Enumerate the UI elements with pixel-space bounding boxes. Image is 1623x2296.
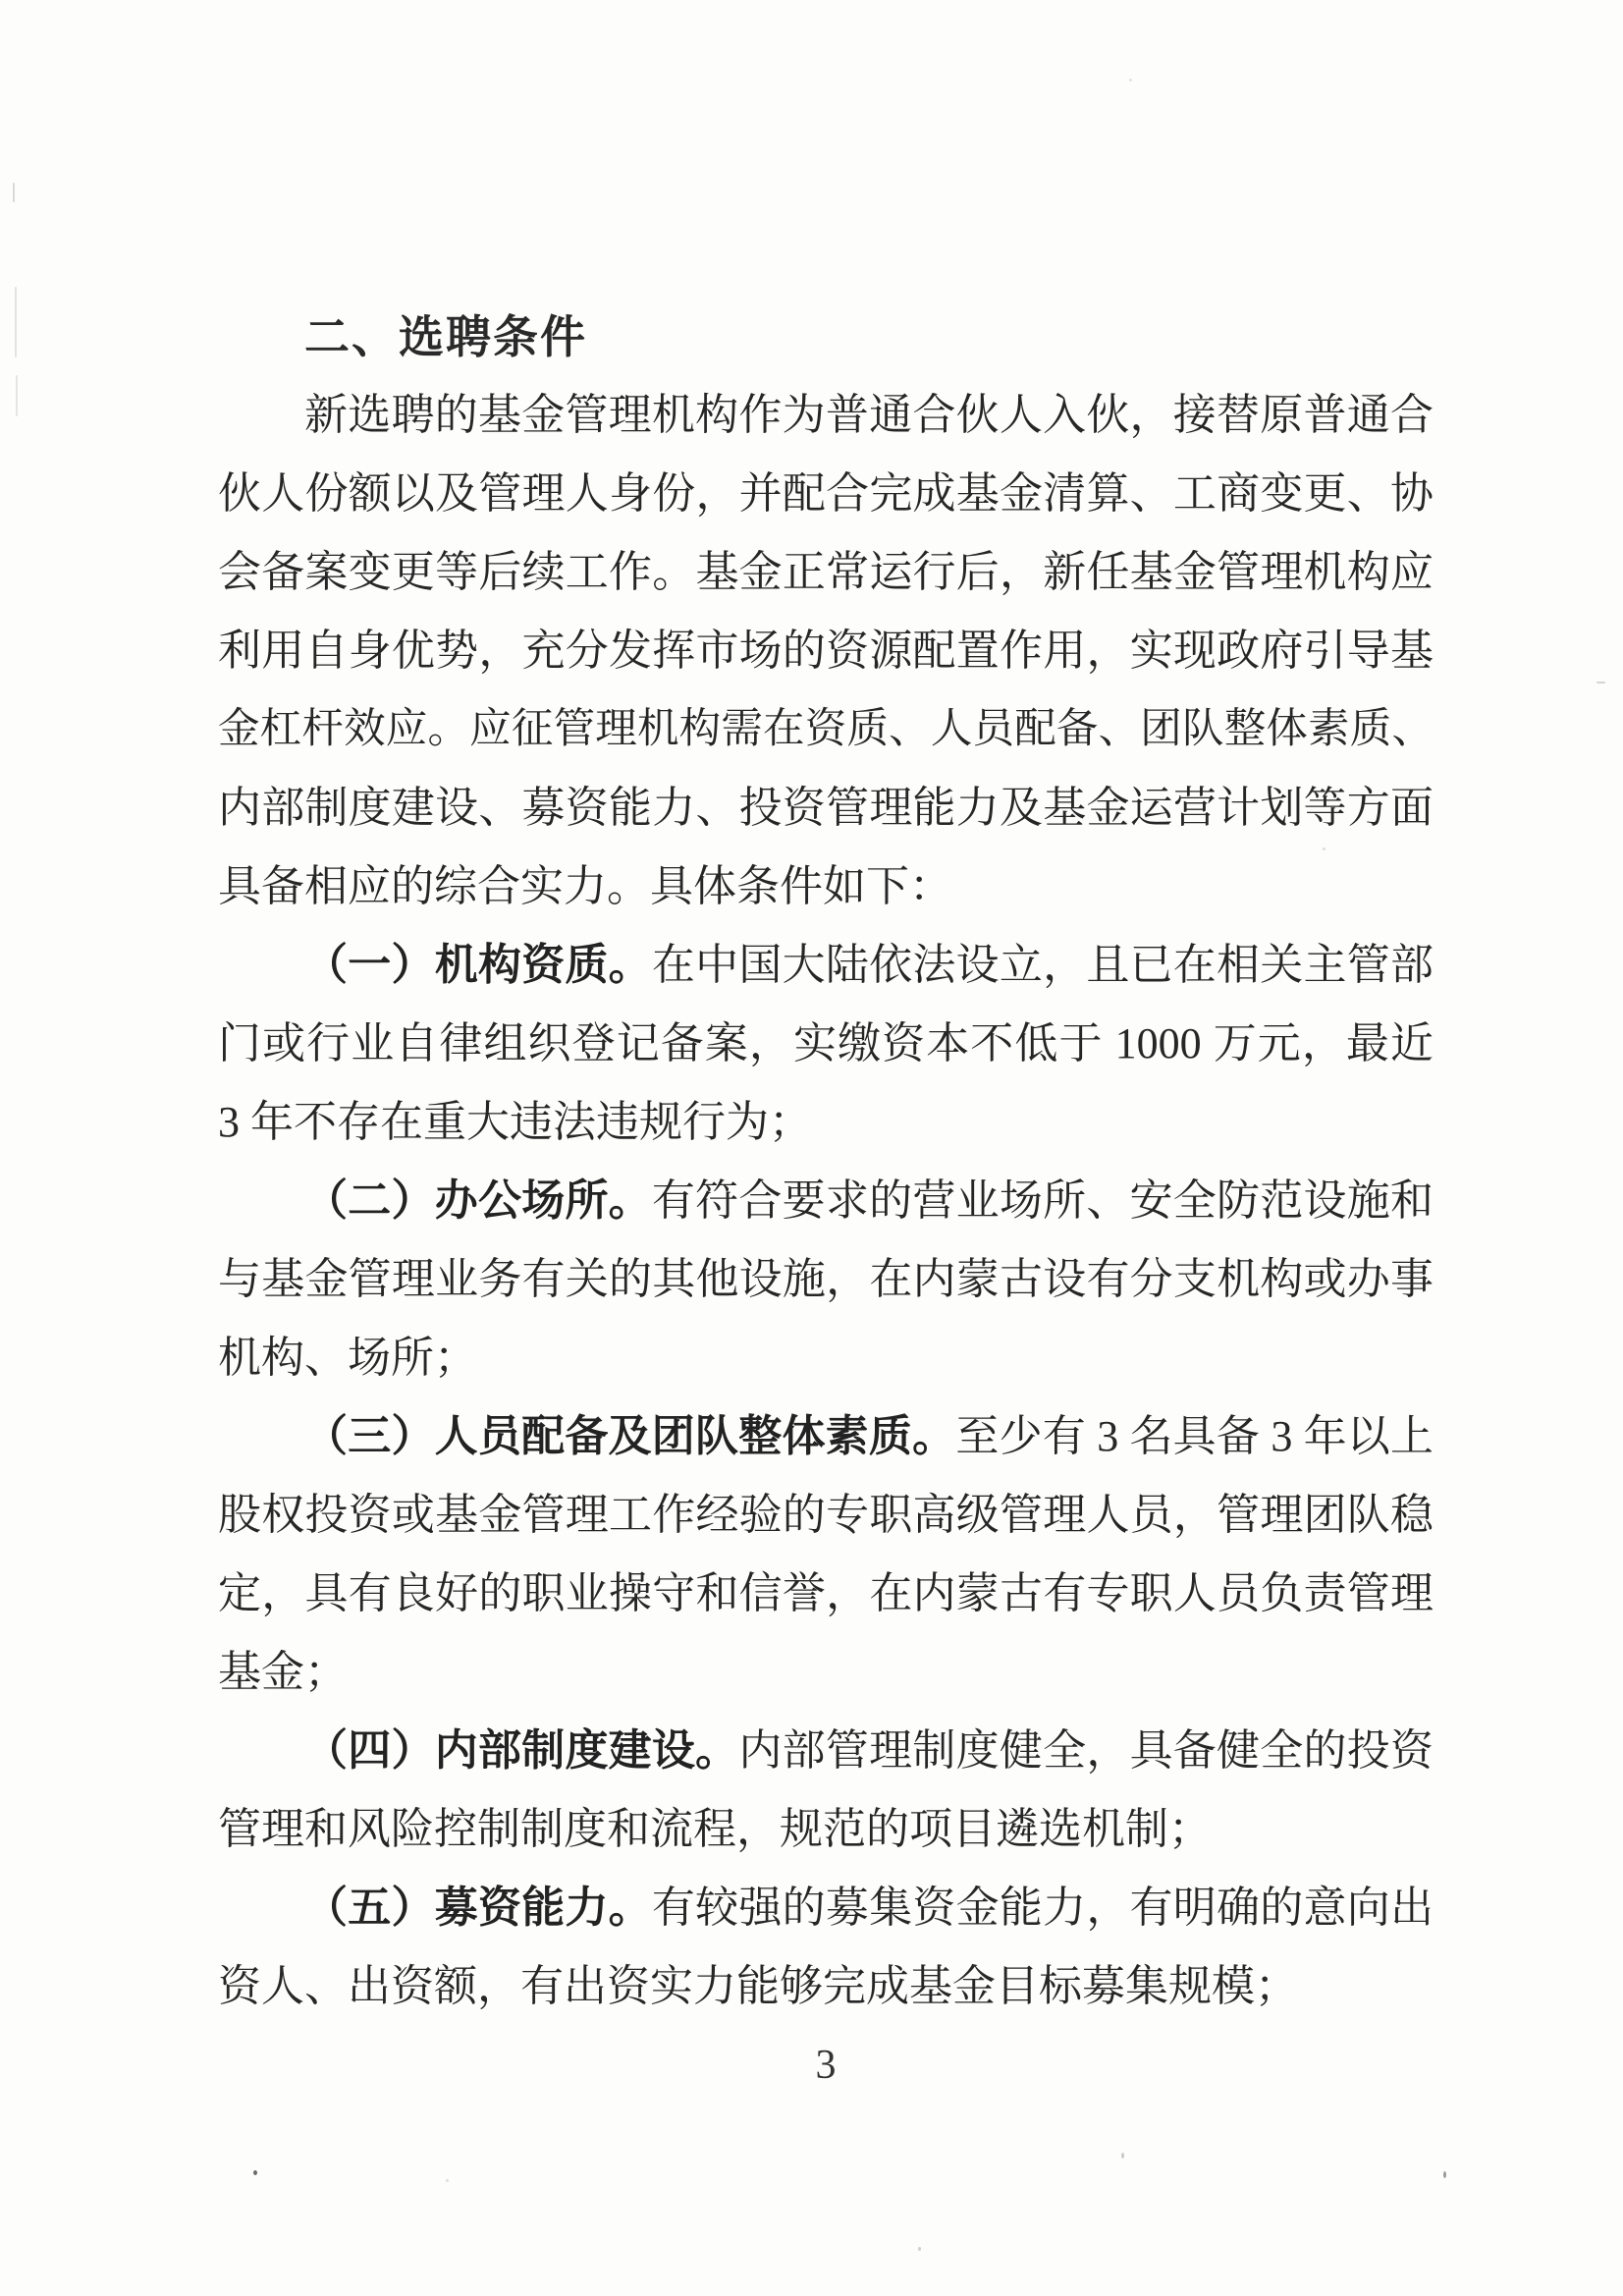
item-line: 资人、出资额，有出资实力能够完成基金目标募集规模；: [218, 1962, 1298, 2010]
scan-artifact: [1596, 682, 1605, 683]
item-line: 基金；: [218, 1648, 348, 1696]
item-line: [218, 1397, 1434, 1476]
item-text: 至少有 3 名具备 3 年以上: [955, 1412, 1434, 1460]
page-number: 3: [815, 2043, 837, 2088]
item-line: 股权投资或基金管理工作经验的专职高级管理人员，管理团队稳: [218, 1491, 1434, 1539]
item-line: 门或行业自律组织登记备案，实缴资本不低于 1000 万元，最近: [218, 1019, 1434, 1067]
item-text: 在中国大陆依法设立，且已在相关主管部: [651, 941, 1434, 989]
item-label: （五）募资能力。: [304, 1884, 652, 1932]
item-label: （四）内部制度建设。: [304, 1726, 739, 1775]
item-line: [218, 1869, 1434, 1947]
item-line: [218, 1712, 1434, 1790]
item-line: 机构、场所；: [218, 1334, 477, 1382]
scan-artifact: [1129, 79, 1132, 82]
item-text: 内部管理制度健全，具备健全的投资: [738, 1726, 1434, 1775]
item-text: 有较强的募集资金能力，有明确的意向出: [651, 1884, 1434, 1932]
scan-artifact: [16, 375, 18, 416]
item-label: （三）人员配备及团队整体素质。: [304, 1412, 956, 1460]
intro-line: 新选聘的基金管理机构作为普通合伙人入伙，接替原普通合: [304, 391, 1434, 439]
scan-artifact: [446, 2179, 449, 2182]
scan-artifact: [253, 2170, 257, 2175]
item-line: 定，具有良好的职业操守和信誉，在内蒙古有专职人员负责管理: [218, 1569, 1434, 1617]
intro-line: 利用自身优势，充分发挥市场的资源配置作用，实现政府引导基: [218, 627, 1434, 675]
scan-artifact: [1121, 2153, 1124, 2159]
item-label: （一）机构资质。: [304, 941, 652, 989]
item-label: （二）办公场所。: [304, 1176, 652, 1225]
item-line: [218, 926, 1434, 1005]
item-text: 有符合要求的营业场所、安全防范设施和: [651, 1176, 1434, 1225]
intro-line: 会备案变更等后续工作。基金正常运行后，新任基金管理机构应: [218, 548, 1434, 596]
intro-line: 具备相应的综合实力。具体条件如下：: [218, 862, 952, 910]
item-line: 与基金管理业务有关的其他设施，在内蒙古设有分支机构或办事: [218, 1255, 1434, 1303]
item-line: 3 年不存在重大违法违规行为；: [218, 1098, 812, 1146]
item-line: [218, 1162, 1434, 1240]
scan-artifact: [1443, 2171, 1446, 2178]
item-line: 管理和风险控制制度和流程，规范的项目遴选机制；: [218, 1805, 1212, 1853]
scan-artifact: [918, 2247, 921, 2251]
scan-artifact: [15, 287, 17, 357]
section-heading: 二、选聘条件: [304, 311, 587, 362]
intro-line: 伙人份额以及管理人身份，并配合完成基金清算、工商变更、协: [218, 469, 1434, 518]
intro-line: 内部制度建设、募资能力、投资管理能力及基金运营计划等方面: [218, 784, 1434, 832]
intro-line: 金杠杆效应。应征管理机构需在资质、人员配备、团队整体素质、: [218, 706, 1434, 752]
document-body: [218, 298, 1434, 2105]
scan-artifact: [13, 183, 15, 202]
scan-artifact: [1323, 847, 1325, 850]
